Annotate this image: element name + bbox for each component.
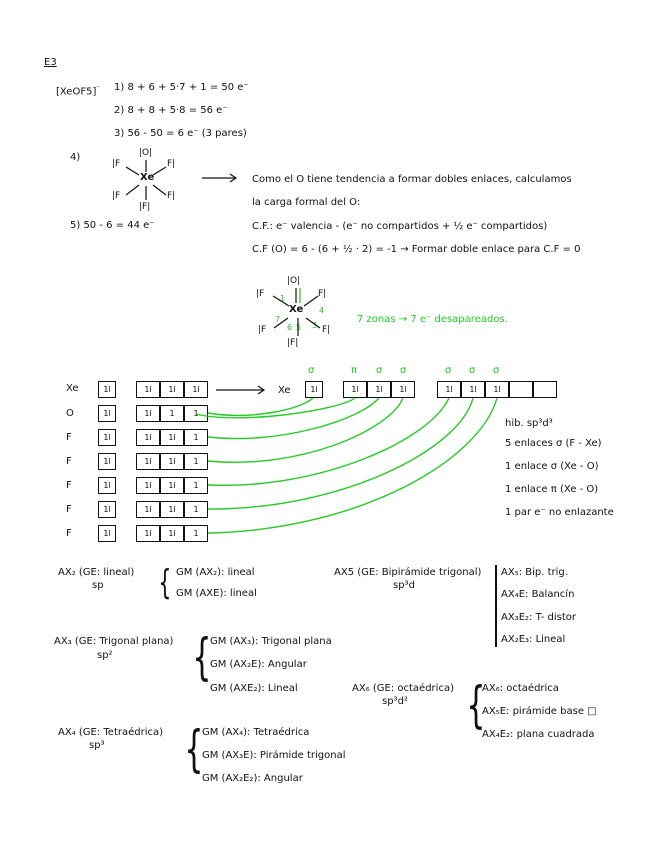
ax2-hyb: sp <box>92 580 104 591</box>
bond-label: σ <box>493 365 500 376</box>
step-2: 2) 8 + 8 + 5·8 = 56 e⁻ <box>114 105 228 116</box>
lewis1-bottom: |F| <box>139 202 151 212</box>
p-orbital-box: 1l <box>160 429 184 446</box>
bond-label: σ <box>400 365 407 376</box>
ax6-hyb: sp³d² <box>382 696 408 707</box>
ax3-item: GM (AX₃): Trigonal plana <box>210 636 332 647</box>
p-orbital-box: 1l <box>184 381 208 398</box>
ax2-item: GM (AXE): lineal <box>176 588 257 599</box>
lewis2-digit-4: 4 <box>319 306 325 315</box>
brace: { <box>466 676 486 734</box>
p-orbital-box: 1l <box>160 525 184 542</box>
ax6-heading: AX₆ (GE: octaédrica) <box>352 683 454 694</box>
ax3-hyb: sp² <box>97 650 113 661</box>
lewis1-center: Xe <box>140 172 155 183</box>
ax5-item: AX₄E: Balancín <box>501 589 575 600</box>
ax3-item: GM (AX₂E): Angular <box>210 659 307 670</box>
p-orbital-box: 1l <box>160 381 184 398</box>
atom-label: F <box>66 432 72 443</box>
ax4-item: GM (AX₄): Tetraédrica <box>202 727 310 738</box>
ax6-item: AX₅E: pirámide base □ <box>482 706 597 717</box>
p-orbital-box: 1l <box>160 453 184 470</box>
arrow-icon <box>216 386 264 394</box>
lewis2-digit-1: 1 <box>280 294 286 303</box>
lewis2-center: Xe <box>289 304 304 315</box>
step-5: 5) 50 - 6 = 44 e⁻ <box>70 220 155 231</box>
s-orbital-box: 1l <box>98 477 116 494</box>
p-orbital-box: 1l <box>136 405 160 422</box>
bond-label: π <box>351 365 358 376</box>
summary-line-3: 1 enlace π (Xe - O) <box>505 484 599 495</box>
ax5-item: AX₅: Bip. trig. <box>501 567 568 578</box>
summary-line-4: 1 par e⁻ no enlazante <box>505 507 614 518</box>
lewis2-bottom: |F| <box>287 338 299 348</box>
brace: { <box>192 628 212 686</box>
lewis1-ur: F| <box>167 159 176 169</box>
lewis2-bonds <box>273 288 320 336</box>
lewis1-ul: |F <box>112 159 121 169</box>
p-orbital-box: 1 <box>160 405 184 422</box>
ax5-hyb: sp³d <box>393 580 415 591</box>
s-orbital-box: 1l <box>98 453 116 470</box>
atom-label: Xe <box>66 383 79 394</box>
atom-label: O <box>66 408 74 419</box>
ax4-hyb: sp³ <box>89 740 105 751</box>
p-orbital-box: 1l <box>136 477 160 494</box>
p-orbital-box: 1 <box>184 501 208 518</box>
hybrid-orbital-box: 1l <box>437 381 461 398</box>
hybridization-label: hib. sp³d³ <box>505 418 553 429</box>
lewis2-digit-3: 3 <box>312 321 318 330</box>
p-orbital-box: 1 <box>184 405 208 422</box>
lewis2-digit-6: 6 <box>287 323 293 332</box>
ax4-item: GM (AX₃E): Pirámide trigonal <box>202 750 346 761</box>
atom-label: F <box>66 504 72 515</box>
ax2-heading: AX₂ (GE: lineal) <box>58 567 135 578</box>
brace: { <box>184 720 204 778</box>
lewis2-digit-7: 7 <box>275 315 281 324</box>
ax3-item: GM (AXE₂): Lineal <box>210 683 298 694</box>
ax4-item: GM (AX₂E₂): Angular <box>202 773 303 784</box>
bond-connectors <box>196 398 497 533</box>
unpaired-electrons-note: 7 zonas → 7 e⁻ desapareados. <box>357 314 508 325</box>
atom-label: F <box>66 528 72 539</box>
p-orbital-box: 1 <box>184 453 208 470</box>
step-1: 1) 8 + 6 + 5·7 + 1 = 50 e⁻ <box>114 82 249 93</box>
bond-label: σ <box>469 365 476 376</box>
explain-line-1: Como el O tiene tendencia a formar dobles enlaces, calculamos <box>252 174 572 185</box>
hybrid-orbital-box: 1l <box>343 381 367 398</box>
xe-hybrid-label: Xe <box>278 385 291 396</box>
ax5-item: AX₂E₃: Lineal <box>501 634 566 645</box>
brace: { <box>158 563 172 603</box>
summary-line-1: 5 enlaces σ (F - Xe) <box>505 438 602 449</box>
arrow-icon <box>202 174 236 182</box>
ax5-item: AX₃E₂: T- distor <box>501 612 577 623</box>
p-orbital-box: 1l <box>136 429 160 446</box>
p-orbital-box: 1 <box>184 429 208 446</box>
p-orbital-box: 1 <box>184 477 208 494</box>
explain-line-3: C.F.: e⁻ valencia - (e⁻ no compartidos + ½ e⁻ compartidos) <box>252 221 548 232</box>
p-orbital-box: 1l <box>136 453 160 470</box>
atom-label: F <box>66 456 72 467</box>
p-orbital-box: 1l <box>136 501 160 518</box>
step-4: 4) <box>70 152 81 163</box>
atom-label: F <box>66 480 72 491</box>
bond-label: σ <box>376 365 383 376</box>
s-orbital-box: 1l <box>98 525 116 542</box>
hybrid-orbital-box: 1l <box>391 381 415 398</box>
s-orbital-box: 1l <box>98 501 116 518</box>
ax4-heading: AX₄ (GE: Tetraédrica) <box>58 727 164 738</box>
s-orbital-box: 1l <box>98 429 116 446</box>
bond-label: σ <box>308 365 315 376</box>
step-3: 3) 56 - 50 = 6 e⁻ (3 pares) <box>114 128 247 139</box>
lewis2-digit-5: 5 <box>296 323 302 332</box>
explain-line-2: la carga formal del O: <box>252 197 361 208</box>
section-tag: E3 <box>44 57 57 68</box>
hybrid-orbital-box: 1l <box>485 381 509 398</box>
lewis1-bonds <box>126 160 166 200</box>
lewis2-ur: F| <box>318 289 327 299</box>
lewis1-top: |O| <box>139 148 153 158</box>
lewis1-lr: F| <box>167 191 176 201</box>
summary-line-2: 1 enlace σ (Xe - O) <box>505 461 599 472</box>
p-orbital-box: 1l <box>160 477 184 494</box>
s-orbital-box: 1l <box>98 381 116 398</box>
ax5-heading: AX5 (GE: Bipirámide trigonal) <box>334 567 482 578</box>
lewis1-ll: |F <box>112 191 121 201</box>
ion-formula: [XeOF5]⁻ <box>56 84 101 98</box>
hybrid-orbital-box: 1l <box>305 381 323 398</box>
p-orbital-box: 1 <box>184 525 208 542</box>
p-orbital-box: 1l <box>160 501 184 518</box>
lewis2-ll: |F <box>258 325 267 335</box>
s-orbital-box: 1l <box>98 405 116 422</box>
ax6-item: AX₄E₂: plana cuadrada <box>482 729 595 740</box>
lewis2-ul: |F <box>256 289 265 299</box>
bond-label: σ <box>445 365 452 376</box>
hybrid-orbital-box: 1l <box>367 381 391 398</box>
p-orbital-box: 1l <box>136 525 160 542</box>
hybrid-orbital-box: 1l <box>461 381 485 398</box>
lewis2-lr: F| <box>322 325 331 335</box>
lewis2-top: |O| <box>287 276 301 286</box>
ax6-item: AX₆: octaédrica <box>482 683 559 694</box>
ax3-heading: AX₃ (GE: Trigonal plana) <box>54 636 174 647</box>
ax2-item: GM (AX₂): lineal <box>176 567 255 578</box>
p-orbital-box: 1l <box>136 381 160 398</box>
explain-line-4: C.F (O) = 6 - (6 + ½ · 2) = -1 → Formar doble enlace para C.F = 0 <box>252 244 581 255</box>
